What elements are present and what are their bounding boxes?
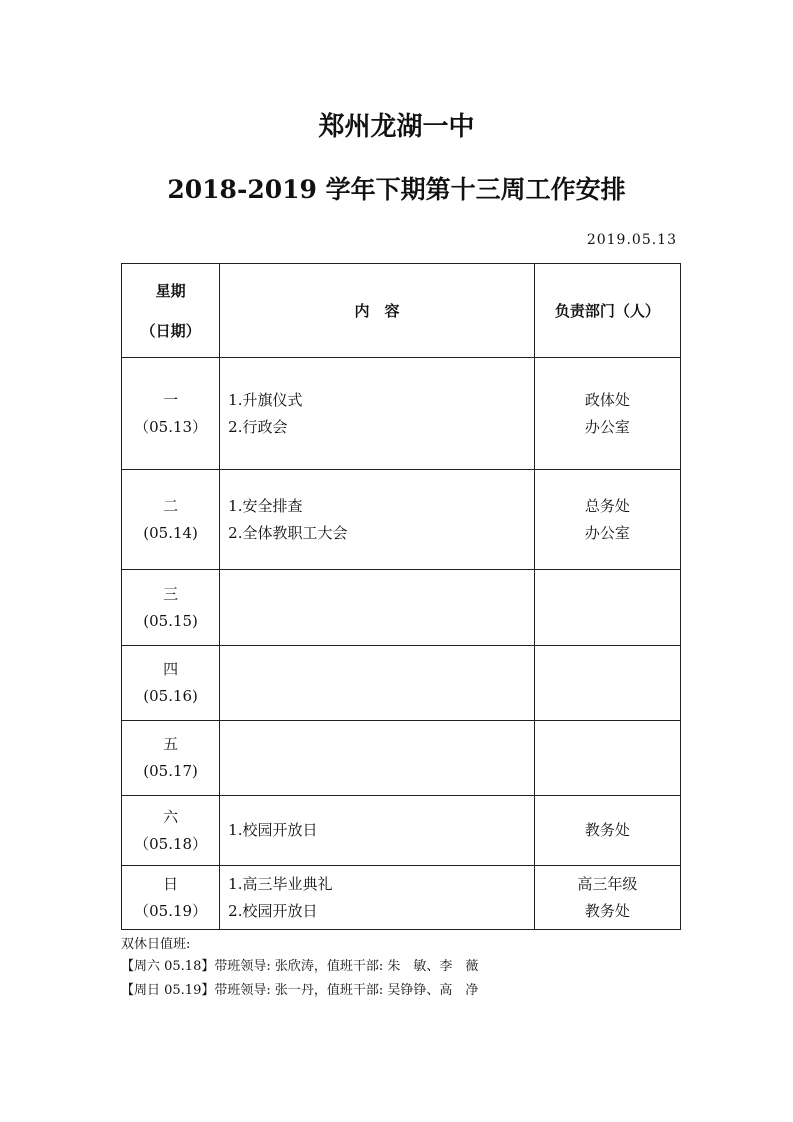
- day-cell: [122, 358, 220, 470]
- day-cell: [122, 570, 220, 646]
- dept-item: 总务处: [584, 496, 630, 515]
- dept-cell: [534, 721, 680, 796]
- weekday-label: 二: [163, 496, 179, 515]
- schedule-table: [121, 263, 681, 930]
- dept-item: 教务处: [584, 821, 630, 839]
- table-row: [122, 570, 681, 646]
- saturday-duty-line: 【周六 05.18】带班领导: 张欣涛，值班干部: 朱 敏、李 薇: [121, 959, 479, 974]
- date-label: (05.15): [143, 611, 198, 630]
- day-cell: [122, 866, 220, 930]
- day-cell: [122, 721, 220, 796]
- dept-item: 办公室: [584, 523, 630, 542]
- weekday-label: 六: [163, 807, 179, 826]
- dept-item: 办公室: [584, 417, 630, 436]
- weekday-label: 三: [163, 584, 179, 603]
- weekend-duty-heading: 双休日值班:: [121, 937, 191, 952]
- header-day-cell: [122, 264, 220, 358]
- content-cell: [220, 358, 535, 470]
- day-cell: [122, 796, 220, 866]
- content-cell: [220, 646, 535, 721]
- content-cell: [220, 796, 535, 866]
- table-row: [122, 646, 681, 721]
- dept-cell: [534, 470, 680, 570]
- table-row: [122, 470, 681, 570]
- header-date-label: （日期）: [140, 321, 201, 340]
- content-item: 1.高三毕业典礼: [228, 874, 333, 893]
- table-header-row: [122, 264, 681, 358]
- content-item: 2.全体教职工大会: [228, 523, 348, 542]
- date-label: （05.19）: [134, 901, 208, 920]
- date-label: (05.16): [143, 687, 198, 705]
- table-row: [122, 796, 681, 866]
- school-title: 郑州龙湖一中: [318, 112, 475, 142]
- weekday-label: 五: [163, 735, 179, 753]
- date-label: (05.17): [143, 762, 198, 780]
- weekday-label: 一: [163, 390, 179, 409]
- date-label: （05.13）: [134, 417, 208, 436]
- content-item: 2.校园开放日: [228, 901, 318, 920]
- content-cell: [220, 866, 535, 930]
- dept-cell: [534, 796, 680, 866]
- dept-cell: [534, 358, 680, 470]
- dept-cell: [534, 570, 680, 646]
- table-row: [122, 721, 681, 796]
- content-item: 1.校园开放日: [228, 821, 318, 839]
- table-row: [122, 866, 681, 930]
- header-day-label: 星期: [155, 281, 186, 300]
- header-content-cell: [220, 264, 535, 358]
- document-date: 2019.05.13: [586, 232, 677, 248]
- sunday-duty-line: 【周日 05.19】带班领导: 张一丹，值班干部: 吴铮铮、高 净: [121, 983, 479, 998]
- schedule-title: 2018-2019 学年下期第十三周工作安排: [167, 175, 626, 204]
- day-cell: [122, 470, 220, 570]
- dept-item: 教务处: [584, 901, 630, 920]
- dept-item: 高三年级: [577, 874, 638, 893]
- header-dept-cell: [534, 264, 680, 358]
- content-item: 1.安全排查: [228, 496, 303, 515]
- dept-item: 政体处: [584, 390, 630, 409]
- content-cell: [220, 470, 535, 570]
- weekday-label: 四: [163, 660, 179, 678]
- header-dept-label: 负责部门（人）: [554, 302, 660, 320]
- header-content-label: 内 容: [354, 302, 400, 320]
- content-item: 1.升旗仪式: [228, 390, 303, 409]
- content-cell: [220, 721, 535, 796]
- day-cell: [122, 646, 220, 721]
- date-label: （05.18）: [134, 834, 208, 853]
- dept-cell: [534, 866, 680, 930]
- weekday-label: 日: [163, 874, 179, 893]
- dept-cell: [534, 646, 680, 721]
- date-label: (05.14): [143, 523, 198, 542]
- content-cell: [220, 570, 535, 646]
- table-row: [122, 358, 681, 470]
- content-item: 2.行政会: [228, 417, 288, 436]
